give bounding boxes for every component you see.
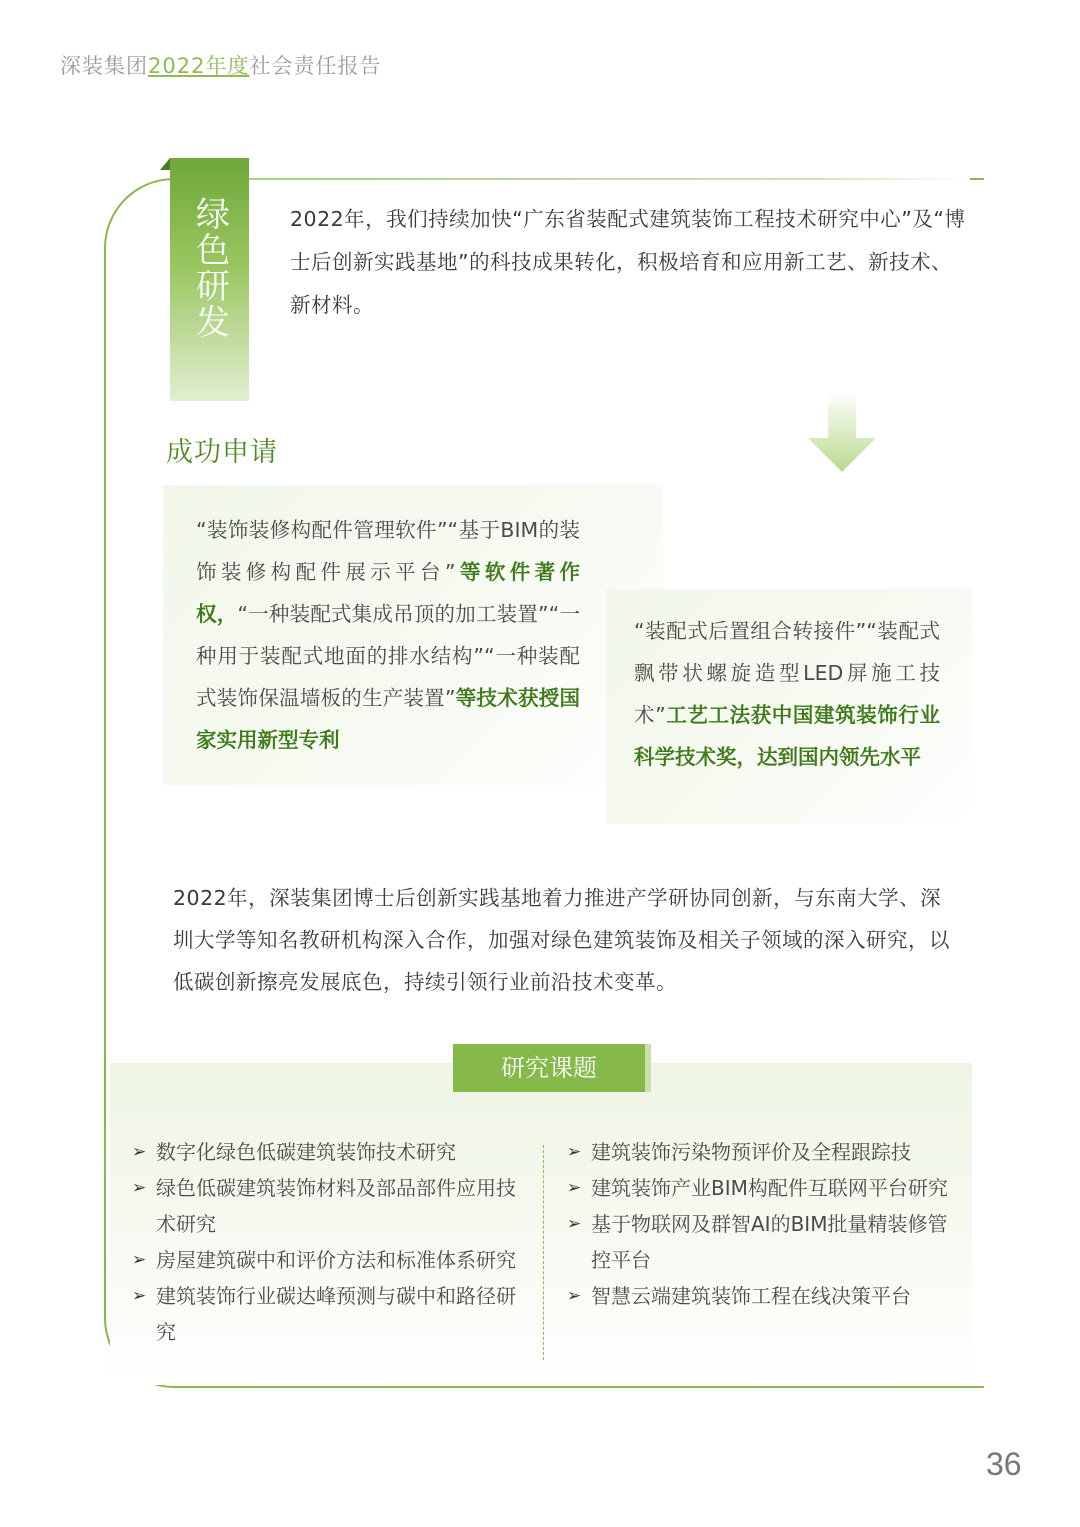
award-highlight: 工艺工法获中国建筑装饰行业科学技术奖，达到国内领先水平 [634,703,940,769]
arrow-bullet-icon: ➢ [132,1250,147,1270]
topic-text: 基于物联网及群智AI的BIM批量精装修管控平台 [591,1212,948,1272]
list-item [132,1278,530,1350]
topic-text: 绿色低碳建筑装饰材料及部品部件应用技术研究 [156,1176,516,1236]
award-technique-names: “装配式后置组合转接件”“装配式飘带状螺旋造型LED屏施工技术” [634,619,940,727]
arrow-bullet-icon: ➢ [132,1286,147,1306]
green-rd-label: 绿色研发 [189,196,230,340]
topic-text: 建筑装饰行业碳达峰预测与碳中和路径研究 [156,1284,516,1344]
software-patent-text [196,509,580,761]
achievements-title: 成功申请 [166,437,278,468]
header-prefix: 深装集团 [60,54,148,78]
frame-top-fade [170,177,970,181]
arrow-bullet-icon: ➢ [567,1214,582,1234]
topic-text: 建筑装饰产业BIM构配件互联网平台研究 [591,1176,948,1200]
research-cooperation-paragraph: 2022年，深装集团博士后创新实践基地着力推进产学研协同创新，与东南大学、深圳大学等知名教研机构深入合作，加强对绿色建筑装饰及相关子领域的深入研究，以低碳创新擦亮发展底色，持续引领行业前沿技术变革。 [173,886,950,994]
header-year: 2022年度 [148,54,250,78]
list-item [567,1206,962,1278]
intro-paragraph: 2022年，我们持续加快“广东省装配式建筑装饰工程技术研究中心”及“博士后创新实践基地”的科技成果转化，积极培育和应用新工艺、新技术、新材料。 [290,207,966,317]
software-copyright-highlight: 等软件著作权， [196,560,581,626]
down-arrow-icon [808,392,876,472]
page-number: 36 [986,1446,1022,1482]
list-item [132,1242,530,1278]
award-text [634,610,940,778]
topic-text: 建筑装饰污染物预评价及全程跟踪技 [591,1140,911,1164]
topics-left-list [132,1134,530,1350]
arrow-bullet-icon: ➢ [132,1142,147,1162]
patent-names: “一种装配式集成吊顶的加工装置”“一种用于装配式地面的排水结构”“一种装配式装饰保温墙板的生产装置” [196,602,580,710]
green-rd-tab [170,158,249,401]
topic-text: 数字化绿色低碳建筑装饰技术研究 [156,1140,456,1164]
arrow-bullet-icon: ➢ [567,1178,582,1198]
topic-text: 智慧云端建筑装饰工程在线决策平台 [591,1284,911,1308]
software-names: “装饰装修构配件管理软件”“基于BIM的装饰装修构配件展示平台” [196,518,580,584]
arrow-bullet-icon: ➢ [567,1286,582,1306]
column-divider [543,1145,544,1360]
topics-right-list [567,1134,962,1314]
list-item [132,1170,530,1242]
research-topics-title: 研究课题 [453,1044,645,1092]
report-header [60,50,381,80]
arrow-bullet-icon: ➢ [567,1142,582,1162]
list-item [567,1170,962,1206]
list-item [132,1134,530,1170]
arrow-bullet-icon: ➢ [132,1178,147,1198]
list-item [567,1278,962,1314]
patent-highlight: 等技术获授国家实用新型专利 [196,686,581,752]
topic-text: 房屋建筑碳中和评价方法和标准体系研究 [156,1248,516,1272]
header-suffix: 社会责任报告 [249,54,382,78]
list-item [567,1134,962,1170]
